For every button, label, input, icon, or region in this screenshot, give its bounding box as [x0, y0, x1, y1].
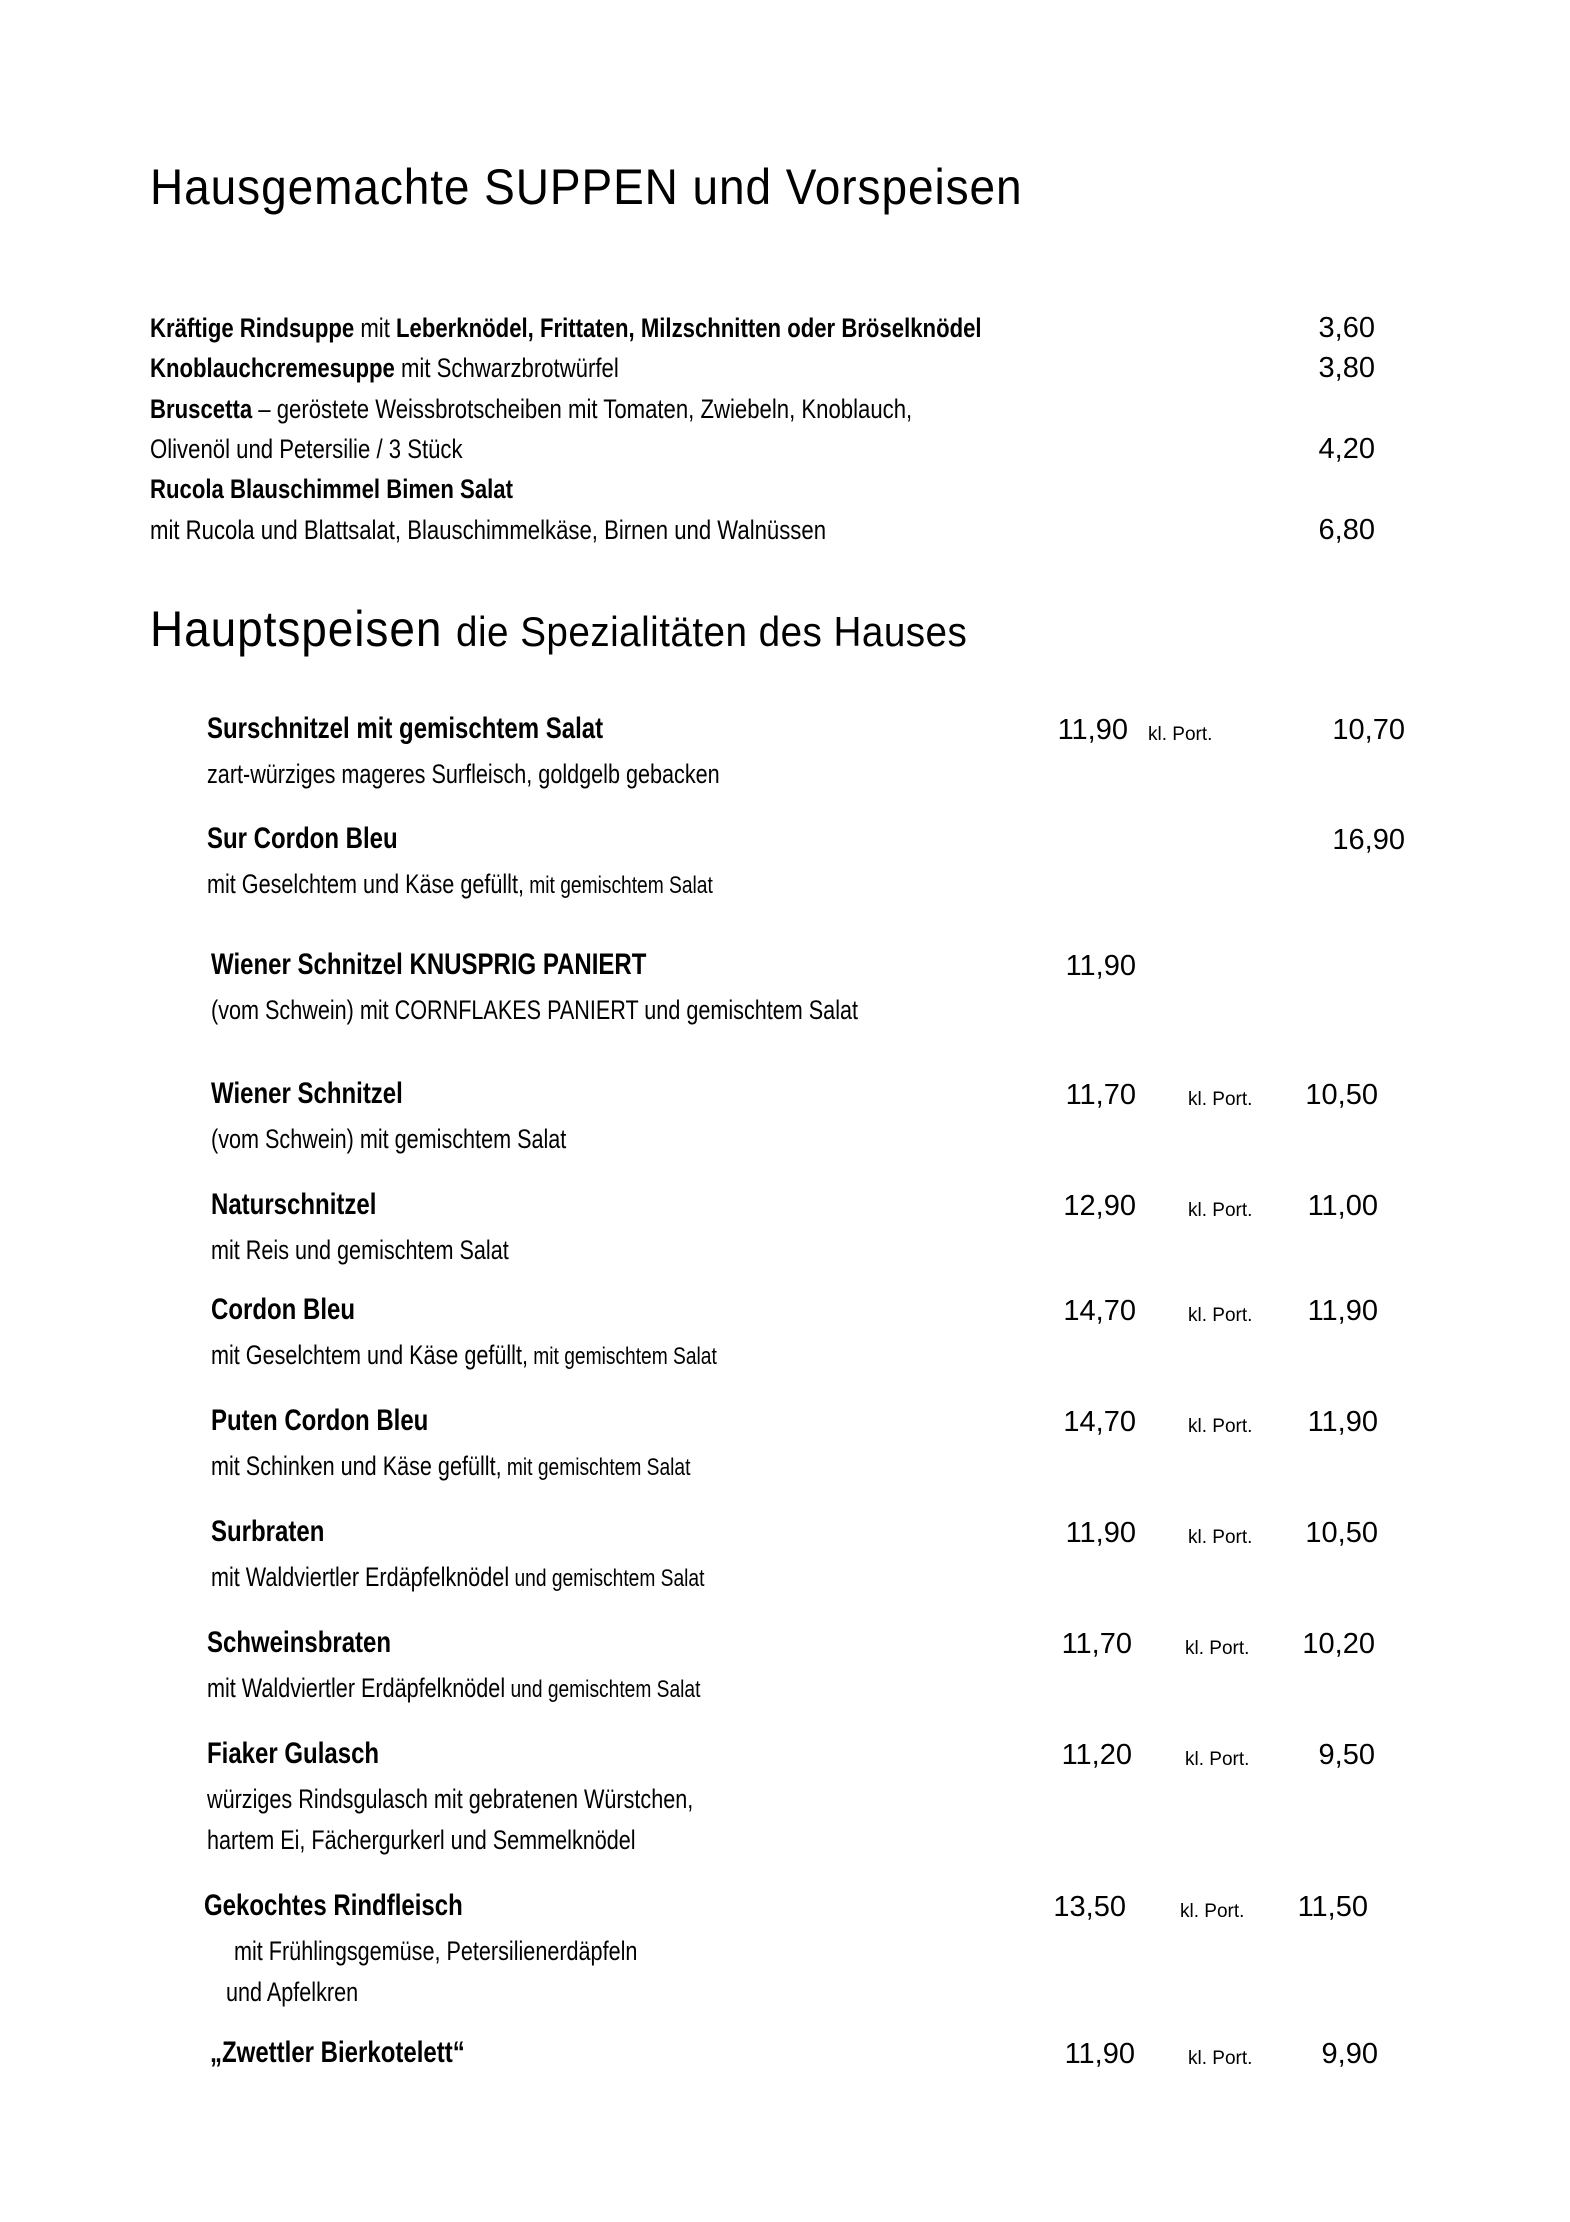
item-name: Gekochtes Rindfleisch: [204, 1889, 463, 1922]
item-description-text: mit Reis und gemischtem Salat: [211, 1235, 509, 1265]
item-price: 4,20: [1318, 433, 1375, 465]
mains-heading: [150, 600, 967, 658]
menu-item-knoblauchcremesuppe: [150, 348, 619, 388]
item-name: Surschnitzel mit gemischtem Salat: [207, 712, 604, 745]
item-name: Naturschnitzel: [211, 1188, 377, 1221]
item-price: 11,90: [1065, 1517, 1136, 1549]
item-name: Schweinsbraten: [207, 1626, 392, 1659]
item-price: 16,90: [1332, 824, 1405, 856]
item-price: 14,70: [1063, 1295, 1136, 1327]
item-price: 11,90: [1057, 714, 1128, 746]
item-description: [207, 864, 713, 906]
item-price: 11,70: [1061, 1628, 1132, 1660]
item-description-side: und gemischtem Salat: [505, 1676, 701, 1703]
item-price: 11,70: [1065, 1079, 1136, 1111]
item-description-line2: und Apfelkren: [226, 1977, 359, 2007]
item-price: 11,90: [1064, 2038, 1135, 2070]
item-description: [211, 1335, 717, 1377]
mains-subtitle: die Spezialitäten des Hauses: [456, 608, 968, 655]
item-price: 3,80: [1318, 352, 1375, 384]
item-description-text: (vom Schwein) mit gemischtem Salat: [211, 1124, 567, 1154]
small-portion-label: kl. Port.: [1188, 1089, 1253, 1110]
item-price: 11,20: [1061, 1739, 1132, 1771]
item-name: Wiener Schnitzel KNUSPRIG PANIERT: [211, 948, 647, 981]
item-description: mit Rucola und Blattsalat, Blauschimmelkäse, Birnen und Walnüssen: [150, 515, 827, 545]
item-name: Puten Cordon Bleu: [211, 1404, 429, 1437]
item-description-side: mit gemischtem Salat: [523, 872, 713, 899]
item-description: [207, 754, 720, 795]
item-price: 6,80: [1318, 514, 1375, 546]
item-description-text: mit Geselchtem und Käse gefüllt,: [207, 869, 524, 899]
item-price: 12,90: [1063, 1190, 1136, 1222]
item-name: Surbraten: [211, 1515, 325, 1548]
item-price: 13,50: [1053, 1891, 1126, 1923]
item-description: [211, 990, 858, 1031]
item-small-price: 11,90: [1307, 1295, 1378, 1327]
item-small-price: 11,00: [1307, 1190, 1378, 1222]
item-options: Leberknödel, Frittaten, Milzschnitten oder Bröselknödel: [396, 313, 982, 343]
small-portion-label: kl. Port.: [1185, 1638, 1250, 1659]
item-name: Kräftige Rindsuppe: [150, 313, 355, 343]
item-description-side: mit gemischtem Salat: [501, 1454, 691, 1481]
item-description: [207, 1668, 700, 1710]
item-price: 3,60: [1318, 312, 1375, 344]
item-small-price: 9,90: [1321, 2038, 1378, 2070]
menu-item-bruscetta: [150, 389, 912, 429]
item-description: mit Schwarzbrotwürfel: [394, 353, 619, 383]
item-description: [207, 1779, 693, 1820]
item-description: [211, 1557, 704, 1599]
item-description-text: (vom Schwein) mit CORNFLAKES PANIERT und gemischtem Salat: [211, 995, 859, 1025]
item-price: 11,90: [1065, 950, 1136, 982]
menu-item-rindsuppe: [150, 308, 982, 348]
item-small-price: 10,50: [1305, 1517, 1378, 1549]
item-description-text: mit Waldviertler Erdäpfelknödel: [211, 1562, 510, 1592]
item-description-side: und gemischtem Salat: [509, 1565, 705, 1592]
item-name: Rucola Blauschimmel Bimen Salat: [150, 474, 513, 504]
item-name: Fiaker Gulasch: [207, 1737, 380, 1770]
item-description: [234, 1931, 637, 1972]
item-description-text: würziges Rindsgulasch mit gebratenen Würstchen,: [207, 1784, 694, 1814]
item-name: Sur Cordon Bleu: [207, 822, 398, 855]
item-name: „Zwettler Bierkotelett“: [210, 2036, 465, 2069]
item-small-price: 11,90: [1307, 1406, 1378, 1438]
small-portion-label: kl. Port.: [1148, 724, 1213, 745]
small-portion-label: kl. Port.: [1188, 1305, 1253, 1326]
item-price: 14,70: [1063, 1406, 1136, 1438]
item-small-price: 10,70: [1332, 714, 1405, 746]
small-portion-label: kl. Port.: [1188, 1416, 1253, 1437]
small-portion-label: kl. Port.: [1185, 1749, 1250, 1770]
item-small-price: 10,50: [1305, 1079, 1378, 1111]
item-small-price: 10,20: [1302, 1628, 1375, 1660]
small-portion-label: kl. Port.: [1188, 1527, 1253, 1548]
item-connector: mit: [354, 313, 397, 343]
small-portion-label: kl. Port.: [1188, 1200, 1253, 1221]
item-description-text: mit Frühlingsgemüse, Petersilienerdäpfeln: [234, 1936, 638, 1966]
item-description: – geröstete Weissbrotscheiben mit Tomaten, Zwiebeln, Knoblauch,: [252, 394, 913, 424]
item-description: [211, 1230, 509, 1271]
item-description-text: mit Schinken und Käse gefüllt,: [211, 1451, 502, 1481]
item-small-price: 9,50: [1318, 1739, 1375, 1771]
starters-heading: Hausgemachte SUPPEN und Vorspeisen: [150, 159, 1023, 215]
item-description-line2: Olivenöl und Petersilie / 3 Stück: [150, 434, 463, 464]
item-description-side: mit gemischtem Salat: [527, 1343, 717, 1370]
item-description-text: mit Geselchtem und Käse gefüllt,: [211, 1340, 528, 1370]
item-description: [211, 1446, 690, 1488]
item-description-text: mit Waldviertler Erdäpfelknödel: [207, 1673, 506, 1703]
item-name: Cordon Bleu: [211, 1293, 355, 1326]
item-description-text: zart-würziges mageres Surfleisch, goldgelb gebacken: [207, 759, 720, 789]
small-portion-label: kl. Port.: [1188, 2048, 1253, 2069]
item-small-price: 11,50: [1297, 1891, 1368, 1923]
item-name: Wiener Schnitzel: [211, 1077, 403, 1110]
item-description: [211, 1119, 566, 1160]
item-name: Bruscetta: [150, 394, 253, 424]
item-description-line2: hartem Ei, Fächergurkerl und Semmelknödel: [207, 1825, 636, 1855]
mains-title: Hauptspeisen: [150, 601, 443, 657]
item-name: Knoblauchcremesuppe: [150, 353, 395, 383]
small-portion-label: kl. Port.: [1180, 1901, 1245, 1922]
